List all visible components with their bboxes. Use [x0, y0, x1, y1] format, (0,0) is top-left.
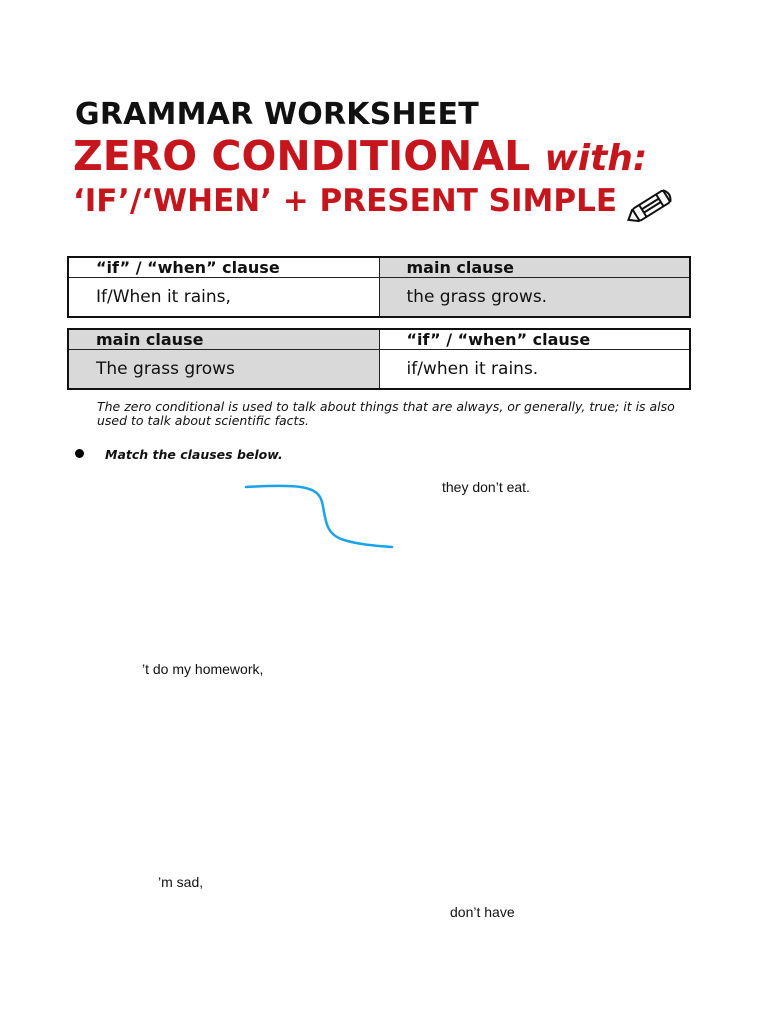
worksheet-topic: [73, 132, 647, 180]
clause-fragment: ’t do my homework,: [142, 661, 264, 677]
topic-with: with:: [544, 138, 648, 179]
exercise-instruction: Match the clauses below.: [105, 447, 283, 462]
pencil-icon: [622, 185, 680, 229]
clause-fragment: don’t have: [450, 904, 515, 920]
cell-if-clause: If/When it rains,: [68, 278, 379, 318]
clause-fragment: ’m sad,: [158, 874, 204, 890]
topic-main: ZERO CONDITIONAL: [73, 132, 545, 180]
worksheet-structure: ‘IF’/‘WHEN’ + PRESENT SIMPLE: [73, 183, 618, 219]
bullet-icon: [75, 449, 84, 458]
header-if-clause: “if” / “when” clause: [68, 257, 379, 278]
table-row: [68, 350, 690, 390]
cell-if-clause: if/when it rains.: [379, 350, 690, 390]
example-table-if-first: [67, 256, 691, 318]
worksheet-title: GRAMMAR WORKSHEET: [75, 97, 479, 132]
table-header-row: [68, 257, 690, 278]
cell-main-clause: the grass grows.: [379, 278, 690, 318]
header-main-clause: main clause: [68, 329, 379, 350]
match-line: [240, 478, 400, 553]
example-table-main-first: [67, 328, 691, 390]
header-if-clause: “if” / “when” clause: [379, 329, 690, 350]
table-header-row: [68, 329, 690, 350]
table-row: [68, 278, 690, 318]
usage-note: The zero conditional is used to talk about things that are always, or generally, true; it is also used to talk about scientific facts.: [97, 399, 675, 428]
clause-fragment: they don’t eat.: [442, 479, 530, 495]
header-main-clause: main clause: [379, 257, 690, 278]
cell-main-clause: The grass grows: [68, 350, 379, 390]
